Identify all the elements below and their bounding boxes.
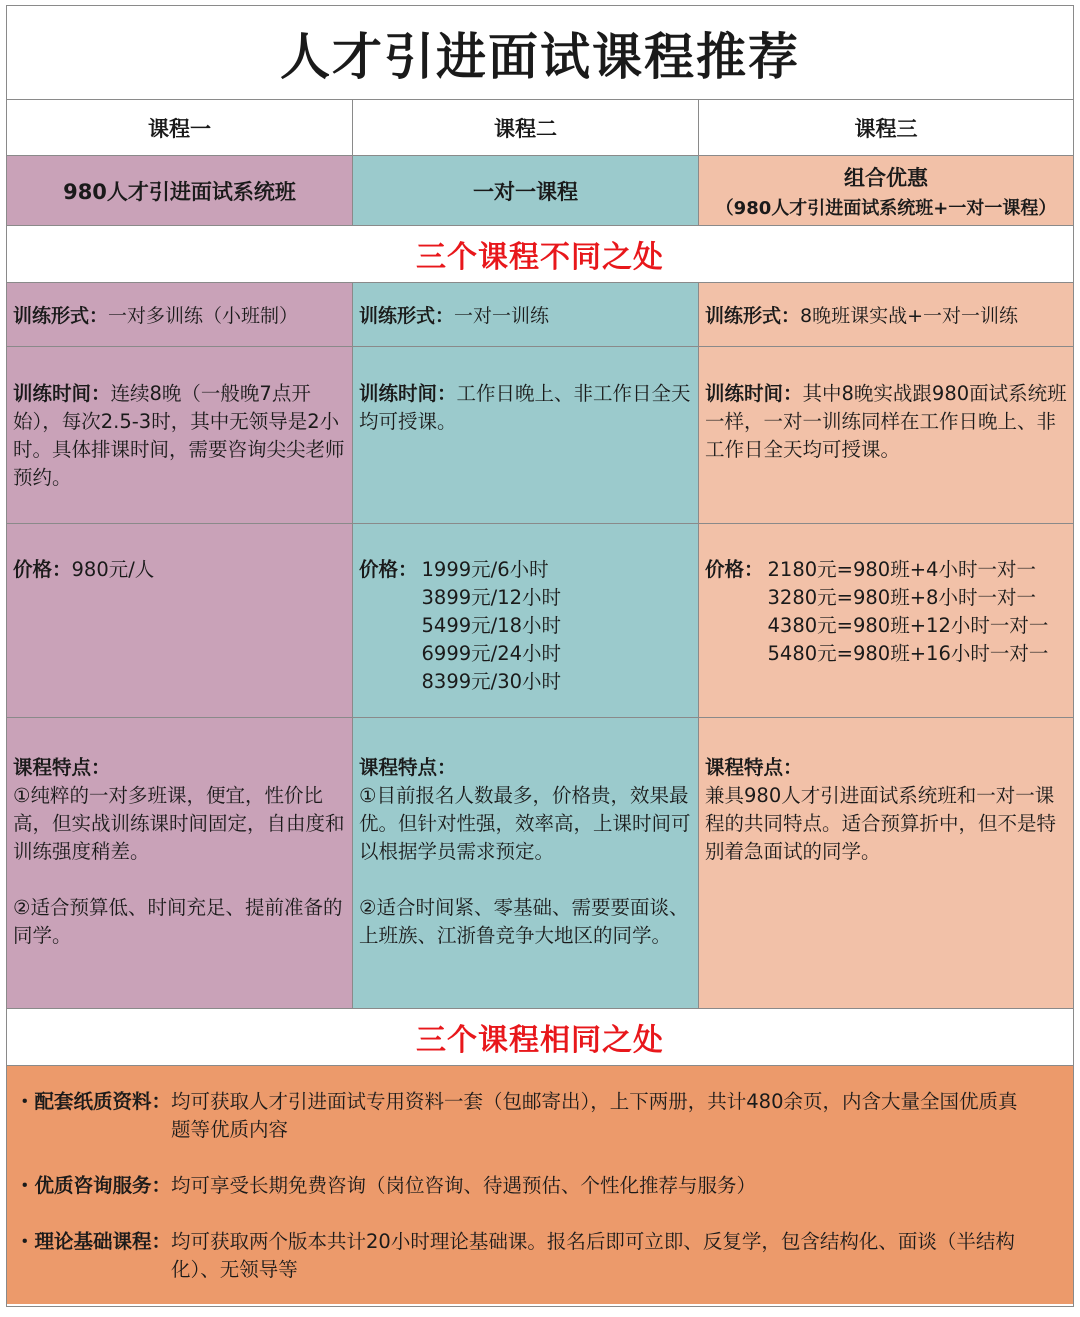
feature-text: ①目前报名人数最多，价格贵，效果最优。但针对性强，效率高，上课时间可以根据学员需求预定。	[359, 784, 691, 863]
features-row	[7, 718, 1073, 1009]
course-name-1-text: 980人才引进面试系统班	[63, 179, 296, 204]
header-row	[7, 100, 1073, 156]
section-common: 三个课程相同之处	[7, 1009, 1073, 1066]
price-1: 价格：980元/人	[7, 524, 353, 717]
training-time-2: 训练时间：工作日晚上、非工作日全天均可授课。	[353, 347, 699, 523]
course-name-1	[7, 156, 353, 225]
common-features	[7, 1066, 1073, 1304]
common-item-consulting: ・优质咨询服务： 均可享受长期免费咨询（岗位咨询、待遇预估、个性化推荐与服务）	[15, 1174, 757, 1197]
course-name-3-sub: （980人才引进面试系统班+一对一课程）	[715, 197, 1057, 219]
common-item-theory: ・理论基础课程： 均可获取两个版本共计20小时理论基础课。报名后即可立即、反复学，包含结构化、面谈（半结构化）、无领导等	[15, 1230, 1015, 1281]
price-item: 3899元/12小时	[421, 586, 562, 609]
price-item: 980元/人	[71, 558, 155, 581]
training-time-3: 训练时间：其中8晚实战跟980面试系统班一样，一对一训练同样在工作日晚上、非工作日全天均可授课。	[699, 347, 1073, 523]
training-form-2: 训练形式： 一对一训练	[353, 283, 699, 346]
training-form-1: 训练形式： 一对多训练（小班制）	[7, 283, 353, 346]
feature-text: ②适合时间紧、零基础、需要要面谈、上班族、江浙鲁竞争大地区的同学。	[359, 896, 689, 947]
features-3: 课程特点： 兼具980人才引进面试系统班和一对一课程的共同特点。适合预算折中，但不是特别着急面试的同学。	[699, 718, 1073, 1008]
price-item: 4380元=980班+12小时一对一	[767, 614, 1049, 637]
header-course-1: 课程一	[7, 100, 353, 155]
section-differences: 三个课程不同之处	[7, 226, 1073, 283]
course-name-row	[7, 156, 1073, 226]
common-item-materials: ・配套纸质资料： 均可获取人才引进面试专用资料一套（包邮寄出），上下两册，共计480余页，内含大量全国优质真题等优质内容	[15, 1090, 1018, 1141]
price-row	[7, 524, 1073, 718]
course-name-3	[699, 156, 1073, 225]
price-item: 2180元=980班+4小时一对一	[767, 558, 1036, 581]
course-name-3-text: 组合优惠	[844, 165, 928, 190]
course-table	[6, 5, 1074, 1307]
feature-text: ②适合预算低、时间充足、提前准备的同学。	[13, 896, 343, 947]
header-course-2: 课程二	[353, 100, 699, 155]
training-time-row	[7, 347, 1073, 524]
features-1: 课程特点： ①纯粹的一对多班课，便宜，性价比高，但实战训练课时间固定，自由度和训练强度稍差。 ②适合预算低、时间充足、提前准备的同学。	[7, 718, 353, 1008]
price-item: 3280元=980班+8小时一对一	[767, 586, 1036, 609]
price-3: 价格： 2180元=980班+4小时一对一 3280元=980班+8小时一对一 4380元=980班+12小时一对一 5480元=980班+16小时一对一	[699, 524, 1073, 717]
price-item: 5480元=980班+16小时一对一	[767, 642, 1049, 665]
price-item: 1999元/6小时	[421, 558, 549, 581]
training-form-3: 训练形式： 8晚班课实战+一对一训练	[699, 283, 1073, 346]
training-time-1: 训练时间：连续8晚（一般晚7点开始），每次2.5-3时，其中无领导是2小时。具体排课时间，需要咨询尖尖老师预约。	[7, 347, 353, 523]
feature-text: ①纯粹的一对多班课，便宜，性价比高，但实战训练课时间固定，自由度和训练强度稍差。	[13, 784, 345, 863]
price-item: 8399元/30小时	[421, 670, 562, 693]
price-item: 5499元/18小时	[421, 614, 562, 637]
feature-text: 兼具980人才引进面试系统班和一对一课程的共同特点。适合预算折中，但不是特别着急面试的同学。	[705, 784, 1057, 863]
price-2: 价格： 1999元/6小时 3899元/12小时 5499元/18小时 6999元/24小时 8399元/30小时	[353, 524, 699, 717]
course-name-2	[353, 156, 699, 225]
header-course-3: 课程三	[699, 100, 1073, 155]
training-form-row	[7, 283, 1073, 347]
page-title: 人才引进面试课程推荐	[7, 6, 1073, 100]
course-name-2-text: 一对一课程	[473, 179, 578, 204]
features-2: 课程特点： ①目前报名人数最多，价格贵，效果最优。但针对性强，效率高，上课时间可以根据学员需求预定。 ②适合时间紧、零基础、需要要面谈、上班族、江浙鲁竞争大地区的同学。	[353, 718, 699, 1008]
price-item: 6999元/24小时	[421, 642, 562, 665]
